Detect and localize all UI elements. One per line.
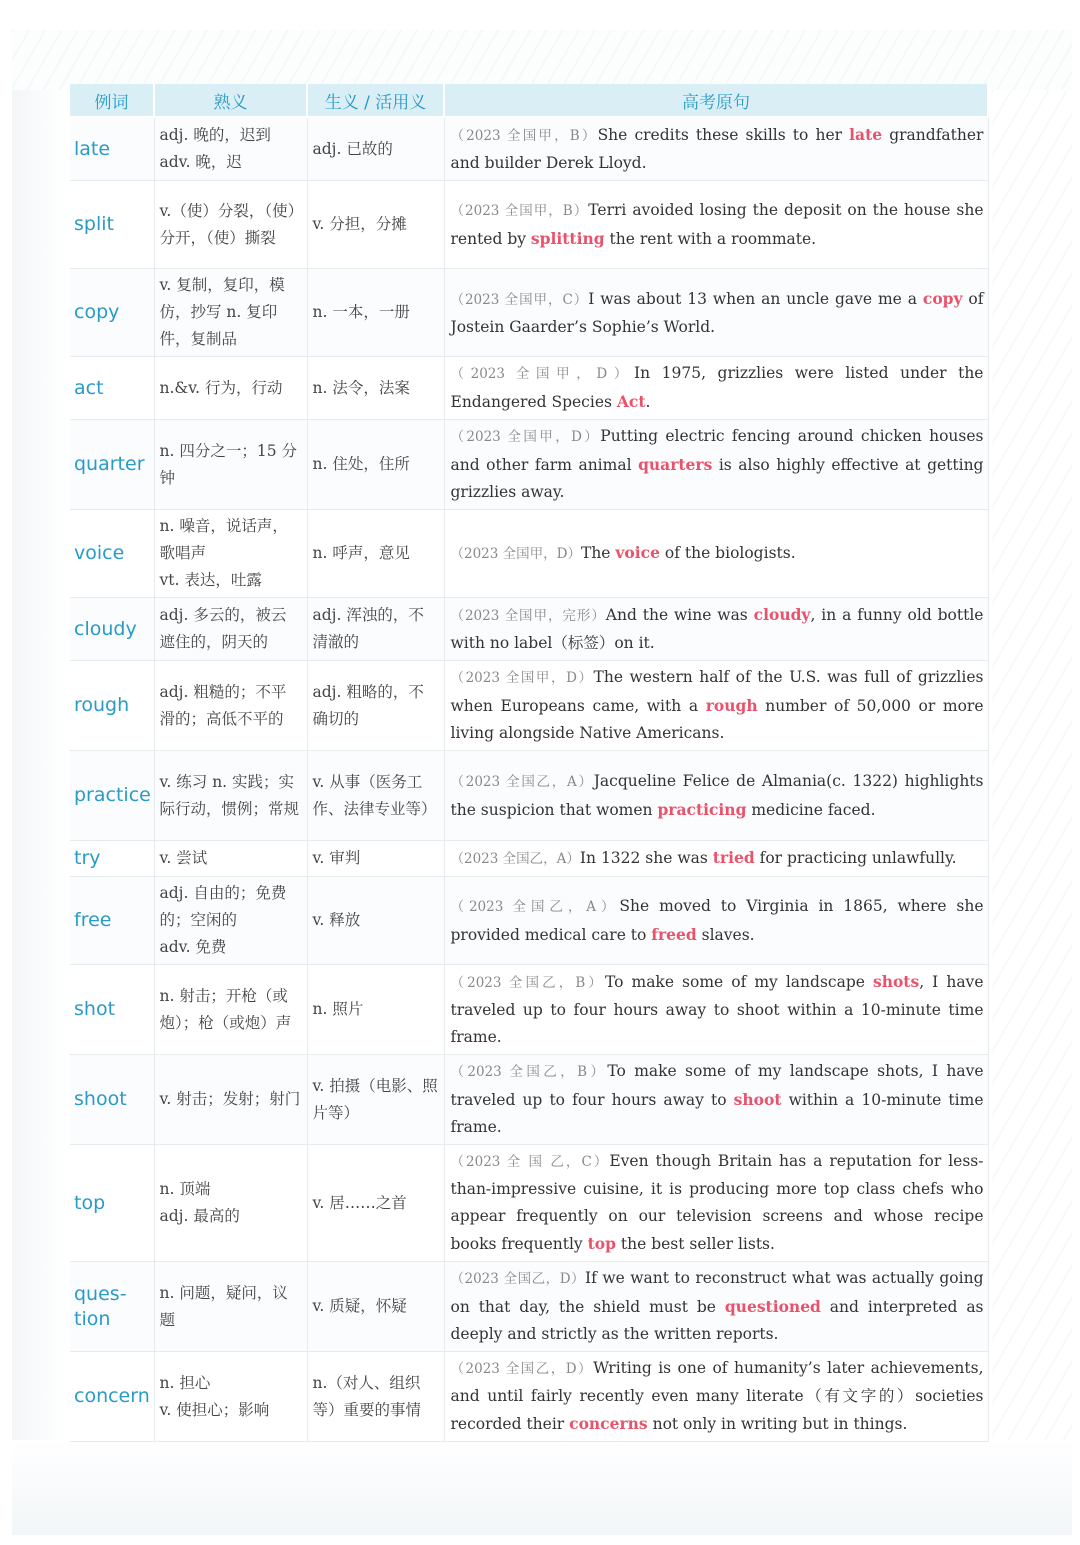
header-word: 例词 xyxy=(70,84,154,117)
vocabulary-table xyxy=(70,84,989,1442)
sentence-text-before: To make some of my landscape shots, I have traveled up to four hours away to xyxy=(450,1062,984,1109)
sentence-text-before: In 1322 she was xyxy=(579,849,713,867)
sentence-text-before: In 1975, grizzlies were listed under the Endangered Species xyxy=(450,364,984,411)
table-row xyxy=(70,357,988,420)
exam-sentence-cell xyxy=(444,661,988,751)
table-row xyxy=(70,1262,988,1352)
new-meaning-cell xyxy=(307,269,444,357)
table-row xyxy=(70,1352,988,1442)
decorative-margin-bottom xyxy=(12,1440,1072,1535)
exam-source: （2023 全国甲，完形） xyxy=(450,608,606,624)
decorative-stripes-top xyxy=(12,30,1072,90)
common-meaning-line: v. 使担心；影响 xyxy=(159,1400,270,1419)
new-meaning-cell xyxy=(307,117,444,181)
exam-source: （2023 全国乙，D） xyxy=(450,1271,586,1287)
common-meaning-line: adv. 免费 xyxy=(159,938,227,956)
table-row xyxy=(70,181,988,269)
new-meaning-line: n. 呼声，意见 xyxy=(312,544,410,562)
exam-sentence-cell xyxy=(444,965,988,1055)
highlighted-word: voice xyxy=(615,543,660,562)
highlighted-word: Act xyxy=(616,392,646,411)
table-row xyxy=(70,1145,988,1262)
common-meaning-cell xyxy=(154,877,307,965)
highlighted-word: splitting xyxy=(530,228,605,248)
new-meaning-line: v. 释放 xyxy=(312,911,361,929)
common-meaning-line: n.&v. 行为，行动 xyxy=(159,378,283,397)
word-cell: quarter xyxy=(70,420,154,510)
header-exam-sentence: 高考原句 xyxy=(444,84,988,117)
common-meaning-line: v.（使）分裂，（使）分开，（使）撕裂 xyxy=(159,201,296,247)
table-row xyxy=(70,661,988,751)
exam-sentence-cell xyxy=(444,117,988,181)
new-meaning-cell xyxy=(307,1145,444,1262)
highlighted-word: quarters xyxy=(638,455,713,474)
highlighted-word: freed xyxy=(651,924,697,944)
exam-source: （2023 全国甲，D） xyxy=(450,546,581,562)
exam-sentence-cell xyxy=(444,510,988,598)
sentence-text-before: And the wine was xyxy=(605,606,754,624)
common-meaning-line: n. 顶端 xyxy=(159,1180,211,1198)
common-meaning-cell xyxy=(154,751,307,841)
highlighted-word: late xyxy=(849,125,883,144)
highlighted-word: concerns xyxy=(569,1414,648,1433)
highlighted-word: shoot xyxy=(733,1090,782,1109)
sentence-text-after: the best seller lists. xyxy=(615,1235,775,1253)
new-meaning-cell xyxy=(307,181,444,269)
sentence-text-before: Putting electric fencing around chicken houses and other farm animal xyxy=(450,427,984,474)
exam-source: （2023 全国甲，C） xyxy=(450,291,589,308)
common-meaning-line: vt. 表达，吐露 xyxy=(159,571,262,589)
exam-source: （2023 全国乙，A） xyxy=(450,773,594,790)
exam-sentence-cell xyxy=(444,841,988,877)
sentence-text-before: She credits these skills to her xyxy=(597,126,850,144)
sentence-text-before: Jacqueline Felice de Almania(c. 1322) highlights the suspicion that women xyxy=(450,771,984,819)
sentence-text-before: I was about 13 when an uncle gave me a xyxy=(588,289,923,308)
new-meaning-cell xyxy=(307,1262,444,1352)
sentence-text-after: number of 50,000 or more living alongside Native Americans. xyxy=(450,697,984,742)
common-meaning-cell xyxy=(154,1145,307,1262)
new-meaning-cell xyxy=(307,1352,444,1442)
highlighted-word: top xyxy=(587,1234,616,1253)
sentence-text-after: , I have traveled up to four hours away to shoot within a 10-minute time frame. xyxy=(450,973,984,1046)
exam-source: （2023 全国甲，B） xyxy=(450,128,598,144)
exam-sentence-cell xyxy=(444,420,988,510)
word-cell: top xyxy=(70,1145,154,1262)
table-row xyxy=(70,751,988,841)
new-meaning-cell xyxy=(307,877,444,965)
exam-source: （2023 全国乙，B） xyxy=(450,975,605,991)
table-row xyxy=(70,117,988,181)
common-meaning-line: adv. 晚，迟 xyxy=(159,153,242,171)
exam-source: （2023 全国乙，D） xyxy=(450,1361,594,1377)
common-meaning-line: n. 担心 xyxy=(159,1373,211,1392)
table-header-row xyxy=(70,84,988,117)
exam-source: （2023 全国乙，A） xyxy=(450,851,580,867)
exam-sentence-cell xyxy=(444,877,988,965)
new-meaning-line: v. 质疑，怀疑 xyxy=(312,1297,407,1315)
highlighted-word: questioned xyxy=(724,1297,821,1316)
new-meaning-line: adj. 浑浊的，不清澈的 xyxy=(312,606,424,651)
sentence-text-after: for practicing unlawfully. xyxy=(754,849,957,867)
word-cell: act xyxy=(70,357,154,420)
exam-source: （2023 全国甲，D） xyxy=(450,366,634,382)
header-common-meaning: 熟义 xyxy=(154,84,307,117)
new-meaning-line: n.（对人、组织等）重要的事情 xyxy=(312,1373,422,1419)
new-meaning-line: v. 分担，分摊 xyxy=(312,215,407,233)
exam-source: （2023 全国乙，A） xyxy=(450,898,620,915)
common-meaning-cell xyxy=(154,510,307,598)
sentence-text-after: of Jostein Gaarder’s Sophie’s World. xyxy=(450,289,984,336)
new-meaning-cell xyxy=(307,751,444,841)
word-cell: ques-tion xyxy=(70,1262,154,1352)
new-meaning-cell xyxy=(307,357,444,420)
new-meaning-line: v. 审判 xyxy=(312,849,361,867)
sentence-text-before: Terri avoided losing the deposit on the house she rented by xyxy=(450,200,984,248)
highlighted-word: shots xyxy=(872,972,920,991)
new-meaning-cell xyxy=(307,841,444,877)
sentence-text-before: To make some of my landscape xyxy=(604,973,873,991)
sentence-text-after: grandfather and builder Derek Lloyd. xyxy=(450,126,984,172)
word-cell: voice xyxy=(70,510,154,598)
new-meaning-cell xyxy=(307,1055,444,1145)
sentence-text-after: and interpreted as deeply and strictly as the written reports. xyxy=(450,1298,984,1343)
new-meaning-cell xyxy=(307,661,444,751)
sentence-text-after: , in a funny old bottle with no label（标签）on it. xyxy=(450,606,984,652)
sentence-text-after: the rent with a roommate. xyxy=(604,229,817,248)
common-meaning-line: v. 射击；发射；射门 xyxy=(159,1090,301,1108)
common-meaning-cell xyxy=(154,1352,307,1442)
highlighted-word: practicing xyxy=(657,799,747,819)
sentence-text-before: She moved to Virginia in 1865, where she provided medical care to xyxy=(450,896,984,944)
sentence-text-after: medicine faced. xyxy=(746,800,876,819)
new-meaning-cell xyxy=(307,420,444,510)
common-meaning-line: adj. 多云的，被云遮住的，阴天的 xyxy=(159,606,287,651)
common-meaning-line: n. 噪音，说话声，歌唱声 xyxy=(159,517,288,562)
word-cell: rough xyxy=(70,661,154,751)
new-meaning-line: adj. 粗略的，不确切的 xyxy=(312,682,424,728)
common-meaning-cell xyxy=(154,1262,307,1352)
sentence-text-after: . xyxy=(645,393,651,411)
exam-source: （2023 全国乙，B） xyxy=(450,1064,608,1080)
sentence-text-before: Even though Britain has a reputation for less-than-impressive cuisine, it is producing more top class chefs who appear frequently on our television screens and whose recipe books frequently xyxy=(450,1152,984,1253)
word-cell: shoot xyxy=(70,1055,154,1145)
common-meaning-cell xyxy=(154,269,307,357)
exam-source: （2023 全国甲，D） xyxy=(450,670,594,686)
sentence-text-after: is also highly effective at getting grizzlies away. xyxy=(450,456,984,501)
new-meaning-line: v. 从事（医务工作、法律专业等） xyxy=(312,772,437,818)
word-cell: split xyxy=(70,181,154,269)
common-meaning-line: v. 复制，复印，模仿，抄写 n. 复印件，复制品 xyxy=(159,276,285,348)
common-meaning-line: adj. 粗糙的；不平滑的；高低不平的 xyxy=(159,682,287,728)
new-meaning-cell xyxy=(307,965,444,1055)
exam-sentence-cell xyxy=(444,1055,988,1145)
exam-sentence-cell xyxy=(444,751,988,841)
sentence-text-before: If we want to reconstruct what was actually going on that day, the shield must be xyxy=(450,1269,984,1316)
common-meaning-line: adj. 晚的，迟到 xyxy=(159,126,271,144)
common-meaning-line: n. 四分之一；15 分钟 xyxy=(159,441,297,487)
word-cell: copy xyxy=(70,269,154,357)
common-meaning-cell xyxy=(154,1055,307,1145)
word-cell: late xyxy=(70,117,154,181)
table-row xyxy=(70,1055,988,1145)
new-meaning-line: n. 住处，住所 xyxy=(312,455,410,473)
common-meaning-cell xyxy=(154,965,307,1055)
word-cell: practice xyxy=(70,751,154,841)
new-meaning-cell xyxy=(307,598,444,661)
exam-sentence-cell xyxy=(444,357,988,420)
common-meaning-line: v. 尝试 xyxy=(159,849,208,867)
exam-sentence-cell xyxy=(444,1352,988,1442)
table-row xyxy=(70,965,988,1055)
exam-sentence-cell xyxy=(444,269,988,357)
sentence-text-after: not only in writing but in things. xyxy=(647,1415,908,1433)
decorative-stripes-right xyxy=(992,90,1072,1530)
common-meaning-cell xyxy=(154,661,307,751)
common-meaning-line: n. 问题，疑问，议题 xyxy=(159,1283,288,1329)
new-meaning-line: v. 居……之首 xyxy=(312,1193,407,1212)
common-meaning-line: adj. 最高的 xyxy=(159,1207,240,1225)
common-meaning-cell xyxy=(154,357,307,420)
common-meaning-cell xyxy=(154,841,307,877)
highlighted-word: copy xyxy=(922,288,963,308)
exam-source: （2023 全国甲，D） xyxy=(450,429,601,445)
word-cell: free xyxy=(70,877,154,965)
common-meaning-line: v. 练习 n. 实践；实际行动，惯例；常规 xyxy=(159,772,300,818)
sentence-text-before: The western half of the U.S. was full of grizzlies when Europeans came, with a xyxy=(450,668,984,715)
highlighted-word: tried xyxy=(712,848,755,867)
sentence-text-before: Writing is one of humanity’s later achievements, and until fairly recently even many literate（有文字的）societies recorded their xyxy=(450,1359,984,1433)
exam-sentence-cell xyxy=(444,181,988,269)
exam-sentence-cell xyxy=(444,1145,988,1262)
highlighted-word: rough xyxy=(705,696,758,715)
table-row xyxy=(70,510,988,598)
table-row xyxy=(70,877,988,965)
sentence-text-after: within a 10-minute time frame. xyxy=(450,1091,984,1136)
common-meaning-line: n. 射击；开枪（或炮）；枪（或炮）声 xyxy=(159,986,292,1032)
table-row xyxy=(70,598,988,661)
header-new-meaning: 生义 / 活用义 xyxy=(307,84,444,117)
word-cell: shot xyxy=(70,965,154,1055)
decorative-margin-left xyxy=(12,90,67,1530)
common-meaning-cell xyxy=(154,420,307,510)
exam-source: （2023 全国甲，B） xyxy=(450,202,589,219)
table-row xyxy=(70,841,988,877)
exam-source: （2023 全 国 乙，C） xyxy=(450,1154,610,1170)
word-cell: concern xyxy=(70,1352,154,1442)
highlighted-word: cloudy xyxy=(753,605,811,624)
new-meaning-line: n. 照片 xyxy=(312,1000,364,1018)
new-meaning-line: n. 一本，一册 xyxy=(312,303,410,321)
common-meaning-cell xyxy=(154,117,307,181)
sentence-text-before: The xyxy=(580,544,616,562)
word-cell: cloudy xyxy=(70,598,154,661)
new-meaning-line: n. 法令，法案 xyxy=(312,378,410,397)
exam-sentence-cell xyxy=(444,1262,988,1352)
common-meaning-cell xyxy=(154,598,307,661)
new-meaning-line: v. 拍摄（电影、照片等） xyxy=(312,1076,438,1122)
new-meaning-line: adj. 已故的 xyxy=(312,139,393,158)
sentence-text-after: slaves. xyxy=(696,925,755,944)
common-meaning-line: adj. 自由的；免费的；空闲的 xyxy=(159,884,287,929)
table-row xyxy=(70,420,988,510)
table-row xyxy=(70,269,988,357)
word-cell: try xyxy=(70,841,154,877)
new-meaning-cell xyxy=(307,510,444,598)
common-meaning-cell xyxy=(154,181,307,269)
table-body xyxy=(70,117,988,1442)
sentence-text-after: of the biologists. xyxy=(659,544,796,562)
exam-sentence-cell xyxy=(444,598,988,661)
